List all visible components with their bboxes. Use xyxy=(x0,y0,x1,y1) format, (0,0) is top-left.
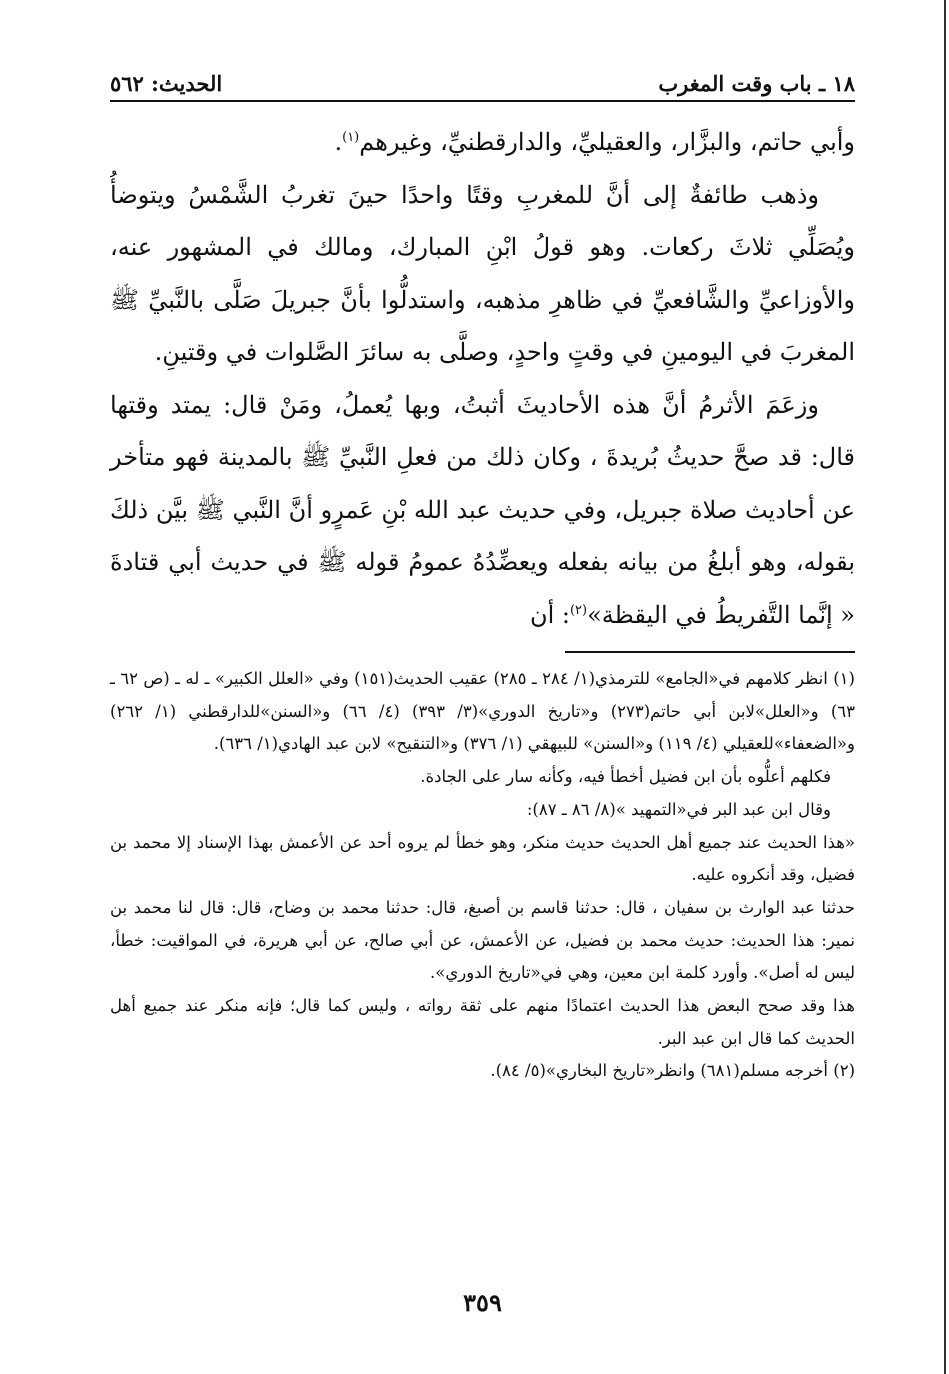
running-header xyxy=(110,60,855,102)
footnote-1-isnad: حدثنا عبد الوارث بن سفيان ، قال: حدثنا قاسم بن أصبغ، قال: حدثنا محمد بن وضاح، قال: قال لنا محمد بن نمير: هذا الحديث: حديث محمد بن فضيل، عن الأعمش، عن أبي صالح، عن أبي هريرة، في المواقيت: خطأ، ليس له أصل». وأورد كلمة ابن معين، وهي في«تاريخ الدوري». xyxy=(110,897,855,983)
chapter-title: ١٨ ـ باب وقت المغرب xyxy=(658,71,855,96)
footnote-1-conclusion: هذا وقد صحح البعض هذا الحديث اعتمادًا منهم على ثقة رواته ، وليس كما قال؛ فإنه منكر عند جميع أهل الحديث كما قال ابن عبد البر. xyxy=(110,996,855,1048)
paragraph-1-text: وأبي حاتم، والبزَّار، والعقيليِّ، والدارقطنيِّ، وغيرهم xyxy=(359,128,855,156)
paragraph-1 xyxy=(110,116,855,169)
hadith-number: الحديث: ٥٦٢ xyxy=(110,71,223,96)
book-page xyxy=(110,60,855,1320)
footnote-ref-1: (١) xyxy=(342,130,360,145)
footnote-ref-2: (٢) xyxy=(569,602,588,618)
main-text xyxy=(110,116,855,641)
paragraph-2: وذهب طائفةٌ إلى أنَّ للمغربِ وقتًا واحدًا حينَ تغربُ الشَّمْسُ ويتوضأُ ويُصَلِّي ثلاثَ ركعات. وهو قولُ ابْنِ المبارك، ومالك في المشهور عنه، والأوزاعيِّ والشَّافعيِّ في ظاهرِ مذهبه، واستدلُّوا بأنَّ جبريلَ صَلَّى بالنَّبيِّ ﷺ المغربَ في اليومينِ في وقتٍ واحدٍ، وصلَّى به سائرَ الصَّلوات في وقتينِ. xyxy=(110,180,855,366)
footnote-1-quote-intro: وقال ابن عبد البر في«التمهيد »(٨/ ٨٦ ـ ٨٧): xyxy=(526,799,831,819)
paragraph-3-text: وزعَمَ الأثرمُ أنَّ هذه الأحاديثَ أثبتُ، وبها يُعملُ، ومَنْ قال: يمتد وقتها قال: قد صحَّ حديثُ بُريدةَ ، وكان ذلك من فعلِ النَّبيِّ ﷺ بالمدينة فهو متأخر عن أحاديث صلاة جبريل، وفي حديث عبد الله بْنِ عَمرٍو أنَّ النَّبي ﷺ بيَّن ذلكَ بقوله، وهو أبلغُ من بيانه بفعله ويعضِّدُهُ عمومُ قوله ﷺ في حديث أبي قتادةَ « إنَّما التَّفريطُ في اليقظة» xyxy=(110,390,856,629)
paragraph-3-end: : أن xyxy=(529,600,570,629)
footnote-1-comment: فكلهم أعلُّوه بأن ابن فضيل أخطأ فيه، وكأنه سار على الجادة. xyxy=(420,767,831,787)
paragraph-3 xyxy=(110,379,855,642)
footnote-1-quote: «هذا الحديث عند جميع أهل الحديث حديث منكر، وهو خطأ لم يروه أحد عن الأعمش بهذا الإسناد إلا محمد بن فضيل، وقد أنكروه عليه. xyxy=(110,832,855,885)
footnotes xyxy=(110,663,855,1088)
paragraph-1-end: . xyxy=(334,128,343,156)
footnote-2: (٢) أخرجه مسلم(٦٨١) وانظر«تاريخ البخاري»(٥/ ٨٤). xyxy=(490,1061,855,1081)
page-edge-line xyxy=(944,0,946,1374)
footnote-1-citations: (١) انظر كلامهم في«الجامع» للترمذي(١/ ٢٨٤ ـ ٢٨٥) عقيب الحديث(١٥١) وفي «العلل الكبير» ـ له ـ (ص ٦٢ ـ ٦٣) و«العلل»لابن أبي حاتم(٢٧٣) و«تاريخ الدوري»(٣/ ٣٩٣) (٤/ ٦٦) و«السنن»للدارقطني (١/ ٢٦٢) و«الضعفاء»للعقيلي (٤/ ١١٩) و«السنن» للبيهقي (١/ ٣٧٦) و«التنقيح» لابن عبد الهادي(١/ ٦٣٦). xyxy=(110,669,856,754)
footnote-separator xyxy=(565,651,855,653)
page-number: ٣٥٩ xyxy=(463,1288,502,1317)
